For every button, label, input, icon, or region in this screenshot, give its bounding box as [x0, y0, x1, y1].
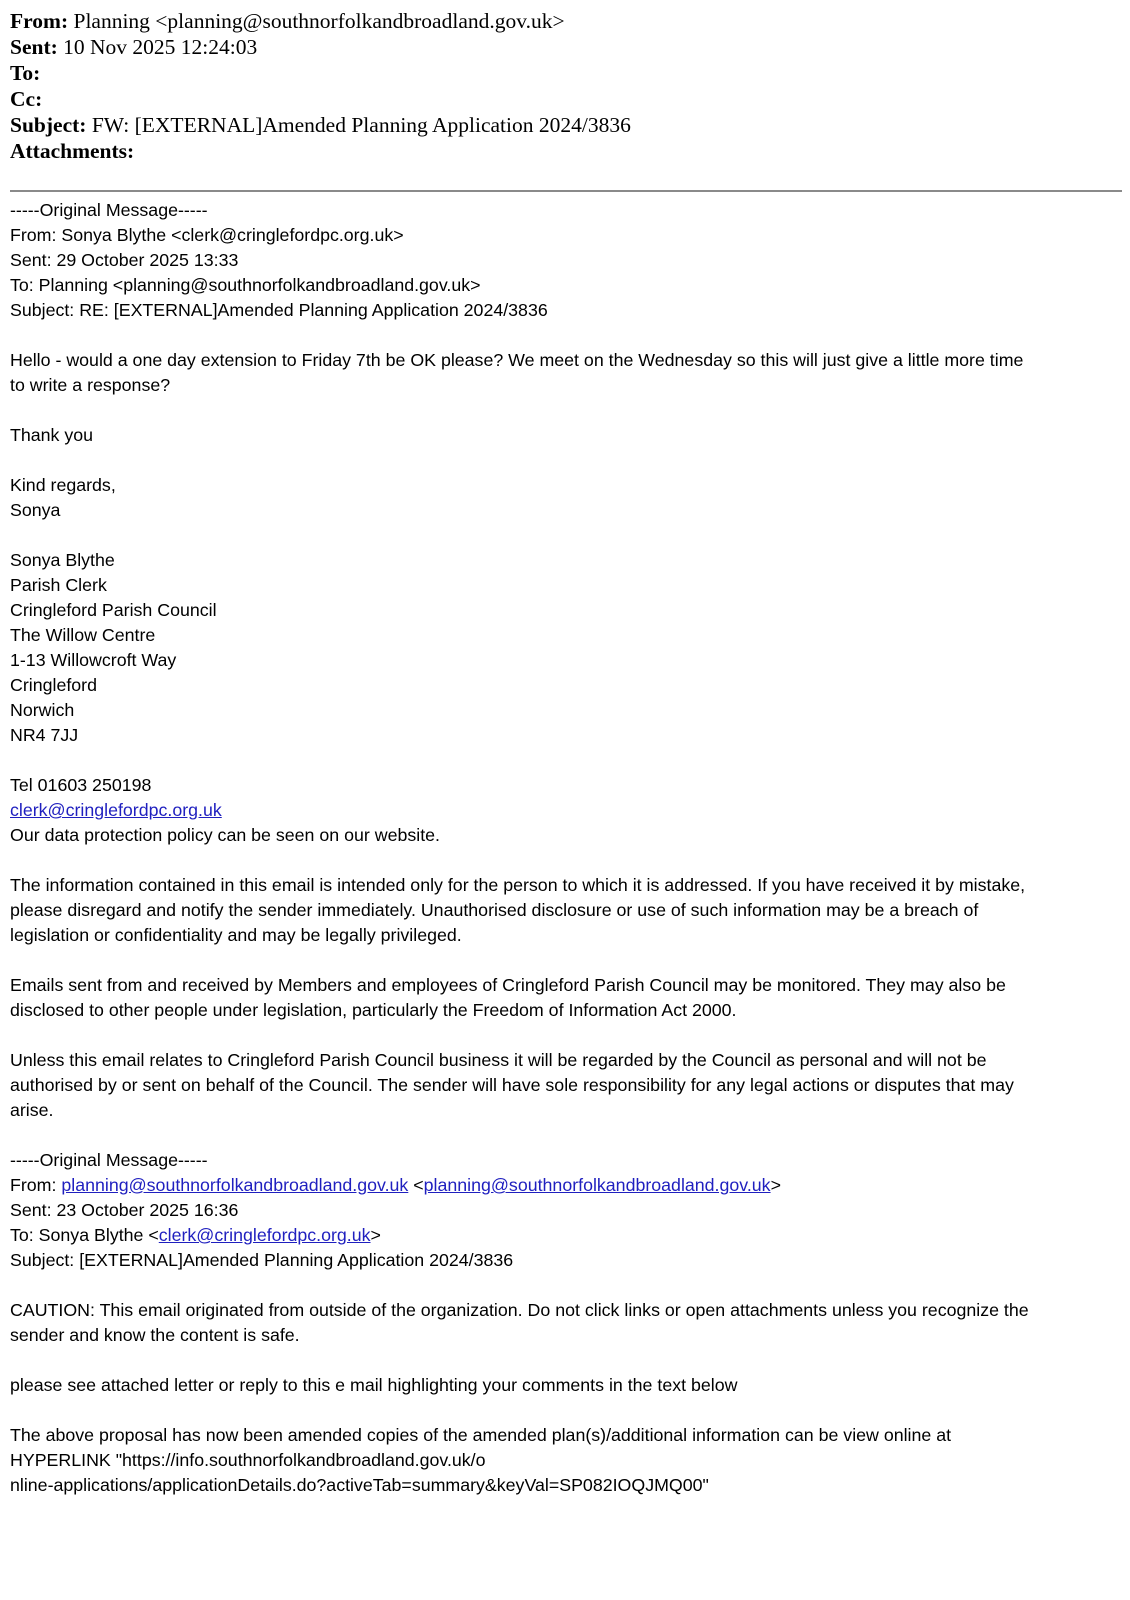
proposal-line: nline-applications/applicationDetails.do?activeTab=summary&keyVal=SP082IOQJMQ00" — [10, 1475, 709, 1495]
header-cc-row — [10, 86, 1100, 112]
monitoring-line: disclosed to other people under legislation, particularly the Freedom of Information Act 2000. — [10, 1000, 737, 1020]
msg2-from-link-2[interactable]: planning@southnorfolkandbroadland.gov.uk — [423, 1175, 771, 1195]
msg1-body-line: Hello - would a one day extension to Friday 7th be OK please? We meet on the Wednesday so this will just give a little more time — [10, 350, 1024, 370]
signature-name: Sonya Blythe — [10, 550, 115, 570]
header-divider — [10, 190, 1122, 192]
from-value: Planning <planning@southnorfolkandbroadland.gov.uk> — [73, 9, 565, 33]
msg2-from — [10, 1173, 1122, 1198]
caution-paragraph — [10, 1298, 1122, 1348]
msg1-sent: Sent: 29 October 2025 13:33 — [10, 250, 239, 270]
sent-value: 10 Nov 2025 12:24:03 — [63, 35, 258, 59]
signature-block — [10, 548, 1122, 848]
to-label: To: — [10, 61, 41, 85]
proposal-line: HYPERLINK "https://info.southnorfolkandbroadland.gov.uk/o — [10, 1450, 486, 1470]
signature-tel: Tel 01603 250198 — [10, 775, 152, 795]
disclaimer-line: please disregard and notify the sender immediately. Unauthorised disclosure or use of such information may be a breach of — [10, 900, 979, 920]
original-message-separator: -----Original Message----- — [10, 200, 208, 220]
header-from-row — [10, 8, 1100, 34]
business-line: Unless this email relates to Cringleford Parish Council business it will be regarded by the Council as personal and will not be — [10, 1050, 987, 1070]
header-sent-row — [10, 34, 1100, 60]
business-line: authorised by or sent on behalf of the Council. The sender will have sole responsibility for any legal actions or disputes that may — [10, 1075, 1014, 1095]
proposal-paragraph — [10, 1423, 1122, 1498]
msg2-to-close: > — [370, 1225, 381, 1245]
header-to-row — [10, 60, 1100, 86]
msg2-from-open: < — [408, 1175, 424, 1195]
msg1-from: From: Sonya Blythe <clerk@cringlefordpc.org.uk> — [10, 225, 404, 245]
signature-policy: Our data protection policy can be seen on our website. — [10, 825, 440, 845]
signature-village: Cringleford — [10, 675, 97, 695]
msg2-from-link[interactable]: planning@southnorfolkandbroadland.gov.uk — [61, 1175, 409, 1195]
msg2-from-prefix: From: — [10, 1175, 62, 1195]
header-attachments-row — [10, 138, 1100, 164]
signature-postcode: NR4 7JJ — [10, 725, 79, 745]
msg2-subject: Subject: [EXTERNAL]Amended Planning Application 2024/3836 — [10, 1250, 514, 1270]
header-subject-row — [10, 112, 1100, 138]
instruction-text: please see attached letter or reply to this e mail highlighting your comments in the text below — [10, 1375, 738, 1395]
disclaimer-line: legislation or confidentiality and may be legally privileged. — [10, 925, 462, 945]
disclaimer-paragraph — [10, 873, 1122, 948]
msg2-to-link[interactable]: clerk@cringlefordpc.org.uk — [158, 1225, 371, 1245]
proposal-line: The above proposal has now been amended copies of the amended plan(s)/additional information can be view online at — [10, 1425, 952, 1445]
signature-email-link[interactable]: clerk@cringlefordpc.org.uk — [10, 800, 222, 820]
msg1-subject: Subject: RE: [EXTERNAL]Amended Planning Application 2024/3836 — [10, 300, 548, 320]
signature-org: Cringleford Parish Council — [10, 600, 217, 620]
signature-building: The Willow Centre — [10, 625, 156, 645]
msg1-thanks: Thank you — [10, 425, 94, 445]
sent-label: Sent: — [10, 35, 58, 59]
msg2-sent: Sent: 23 October 2025 16:36 — [10, 1200, 239, 1220]
msg1-first-name: Sonya — [10, 500, 61, 520]
disclaimer-line: The information contained in this email is intended only for the person to which it is addressed. If you have received it by mistake, — [10, 875, 1026, 895]
msg1-regards: Kind regards, — [10, 475, 116, 495]
signature-street: 1-13 Willowcroft Way — [10, 650, 177, 670]
monitoring-line: Emails sent from and received by Members and employees of Cringleford Parish Council may be monitored. They may also be — [10, 975, 1006, 995]
signature-role: Parish Clerk — [10, 575, 107, 595]
msg1-to: To: Planning <planning@southnorfolkandbroadland.gov.uk> — [10, 275, 481, 295]
from-label: From: — [10, 9, 69, 33]
attachments-label: Attachments: — [10, 139, 135, 163]
business-paragraph — [10, 1048, 1122, 1123]
msg2-from-close: > — [770, 1175, 781, 1195]
business-line: arise. — [10, 1100, 54, 1120]
msg2-to-prefix: To: Sonya Blythe < — [10, 1225, 159, 1245]
email-header — [10, 8, 1100, 164]
original-message-separator: -----Original Message----- — [10, 1150, 208, 1170]
msg2-to — [10, 1223, 1122, 1248]
subject-label: Subject: — [10, 113, 87, 137]
caution-line: sender and know the content is safe. — [10, 1325, 300, 1345]
subject-value: FW: [EXTERNAL]Amended Planning Application 2024/3836 — [91, 113, 631, 137]
msg1-body-line: to write a response? — [10, 375, 171, 395]
cc-label: Cc: — [10, 87, 43, 111]
caution-line: CAUTION: This email originated from outside of the organization. Do not click links or open attachments unless you recognize the — [10, 1300, 1029, 1320]
monitoring-paragraph — [10, 973, 1122, 1023]
email-body — [10, 198, 1122, 1498]
signature-city: Norwich — [10, 700, 75, 720]
